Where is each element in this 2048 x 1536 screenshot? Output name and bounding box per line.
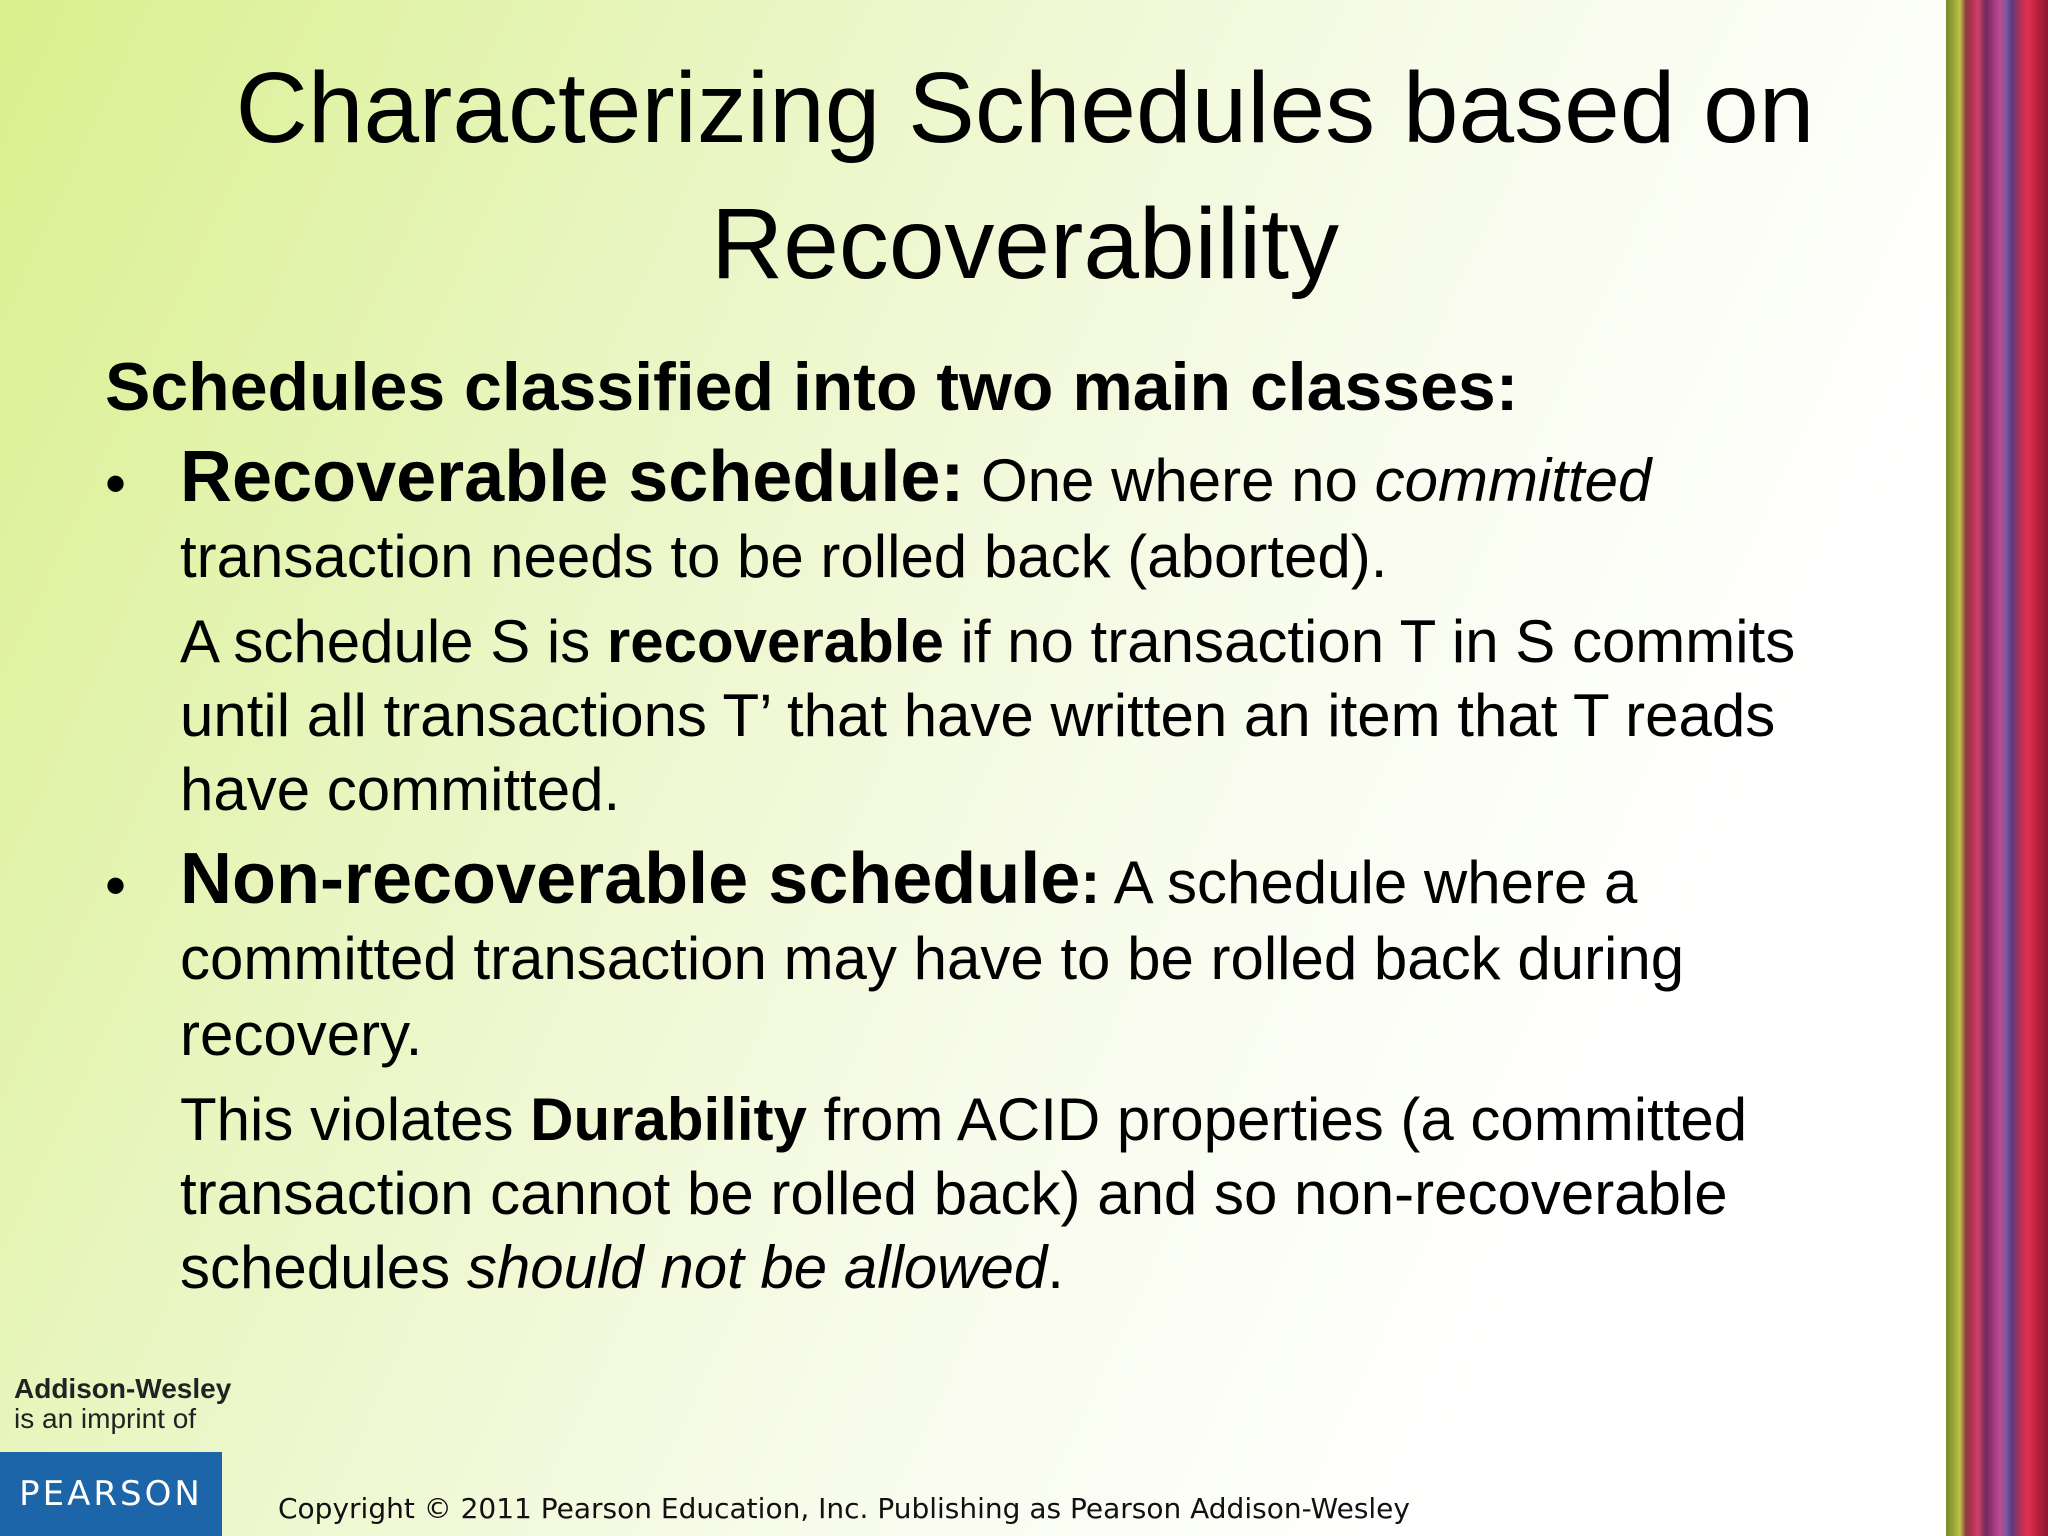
- non-recoverable-colon: :: [1080, 849, 1101, 916]
- slide-title: Characterizing Schedules based on Recoverability: [235, 52, 1815, 300]
- non-recoverable-detail-2: from ACID properties (a committed transaction cannot be rolled back) and so non-recoverable schedules: [180, 1086, 1748, 1301]
- recoverable-text-italic: committed: [1374, 447, 1652, 514]
- recoverable-text-2: transaction needs to be rolled back (aborted).: [180, 523, 1388, 590]
- imprint-text: is an imprint of: [14, 1403, 197, 1434]
- publisher-name: Addison-Wesley: [14, 1373, 232, 1404]
- recoverable-detail: [105, 605, 1905, 827]
- non-recoverable-detail-1: This violates: [180, 1086, 531, 1153]
- non-recoverable-detail-3: .: [1047, 1234, 1064, 1301]
- recoverable-definition: [180, 439, 1905, 595]
- recoverable-text-1: One where no: [964, 447, 1375, 514]
- bullet-marker: •: [105, 852, 127, 919]
- decorative-stripes: [1946, 0, 2048, 1536]
- recoverable-detail-2: if no transaction T in S commits until all transactions T’ that have written an item that T reads have committed.: [180, 608, 1796, 823]
- bullet-non-recoverable: [105, 841, 1905, 1073]
- section-heading: Schedules classified into two main classes:: [105, 349, 1519, 425]
- non-recoverable-detail: [105, 1083, 1905, 1305]
- recoverable-detail-bold: recoverable: [606, 608, 944, 675]
- copyright-notice: Copyright © 2011 Pearson Education, Inc. Publishing as Pearson Addison-Wesley: [278, 1492, 1410, 1525]
- bullet-marker: •: [105, 450, 127, 517]
- recoverable-detail-1: A schedule S is: [180, 608, 607, 675]
- non-recoverable-definition: [180, 841, 1905, 1073]
- slide-content: [105, 345, 1905, 1305]
- non-recoverable-detail-italic: should not be allowed: [466, 1234, 1048, 1301]
- addison-wesley-logo: [14, 1374, 231, 1434]
- bullet-recoverable: [105, 439, 1905, 595]
- non-recoverable-detail-bold: Durability: [530, 1086, 807, 1153]
- non-recoverable-text: A schedule where a committed transaction may have to be rolled back during recovery.: [180, 849, 1685, 1068]
- recoverable-term: Recoverable schedule:: [180, 437, 965, 517]
- pearson-logo: PEARSON: [0, 1452, 222, 1536]
- non-recoverable-term: Non-recoverable schedule: [180, 839, 1081, 919]
